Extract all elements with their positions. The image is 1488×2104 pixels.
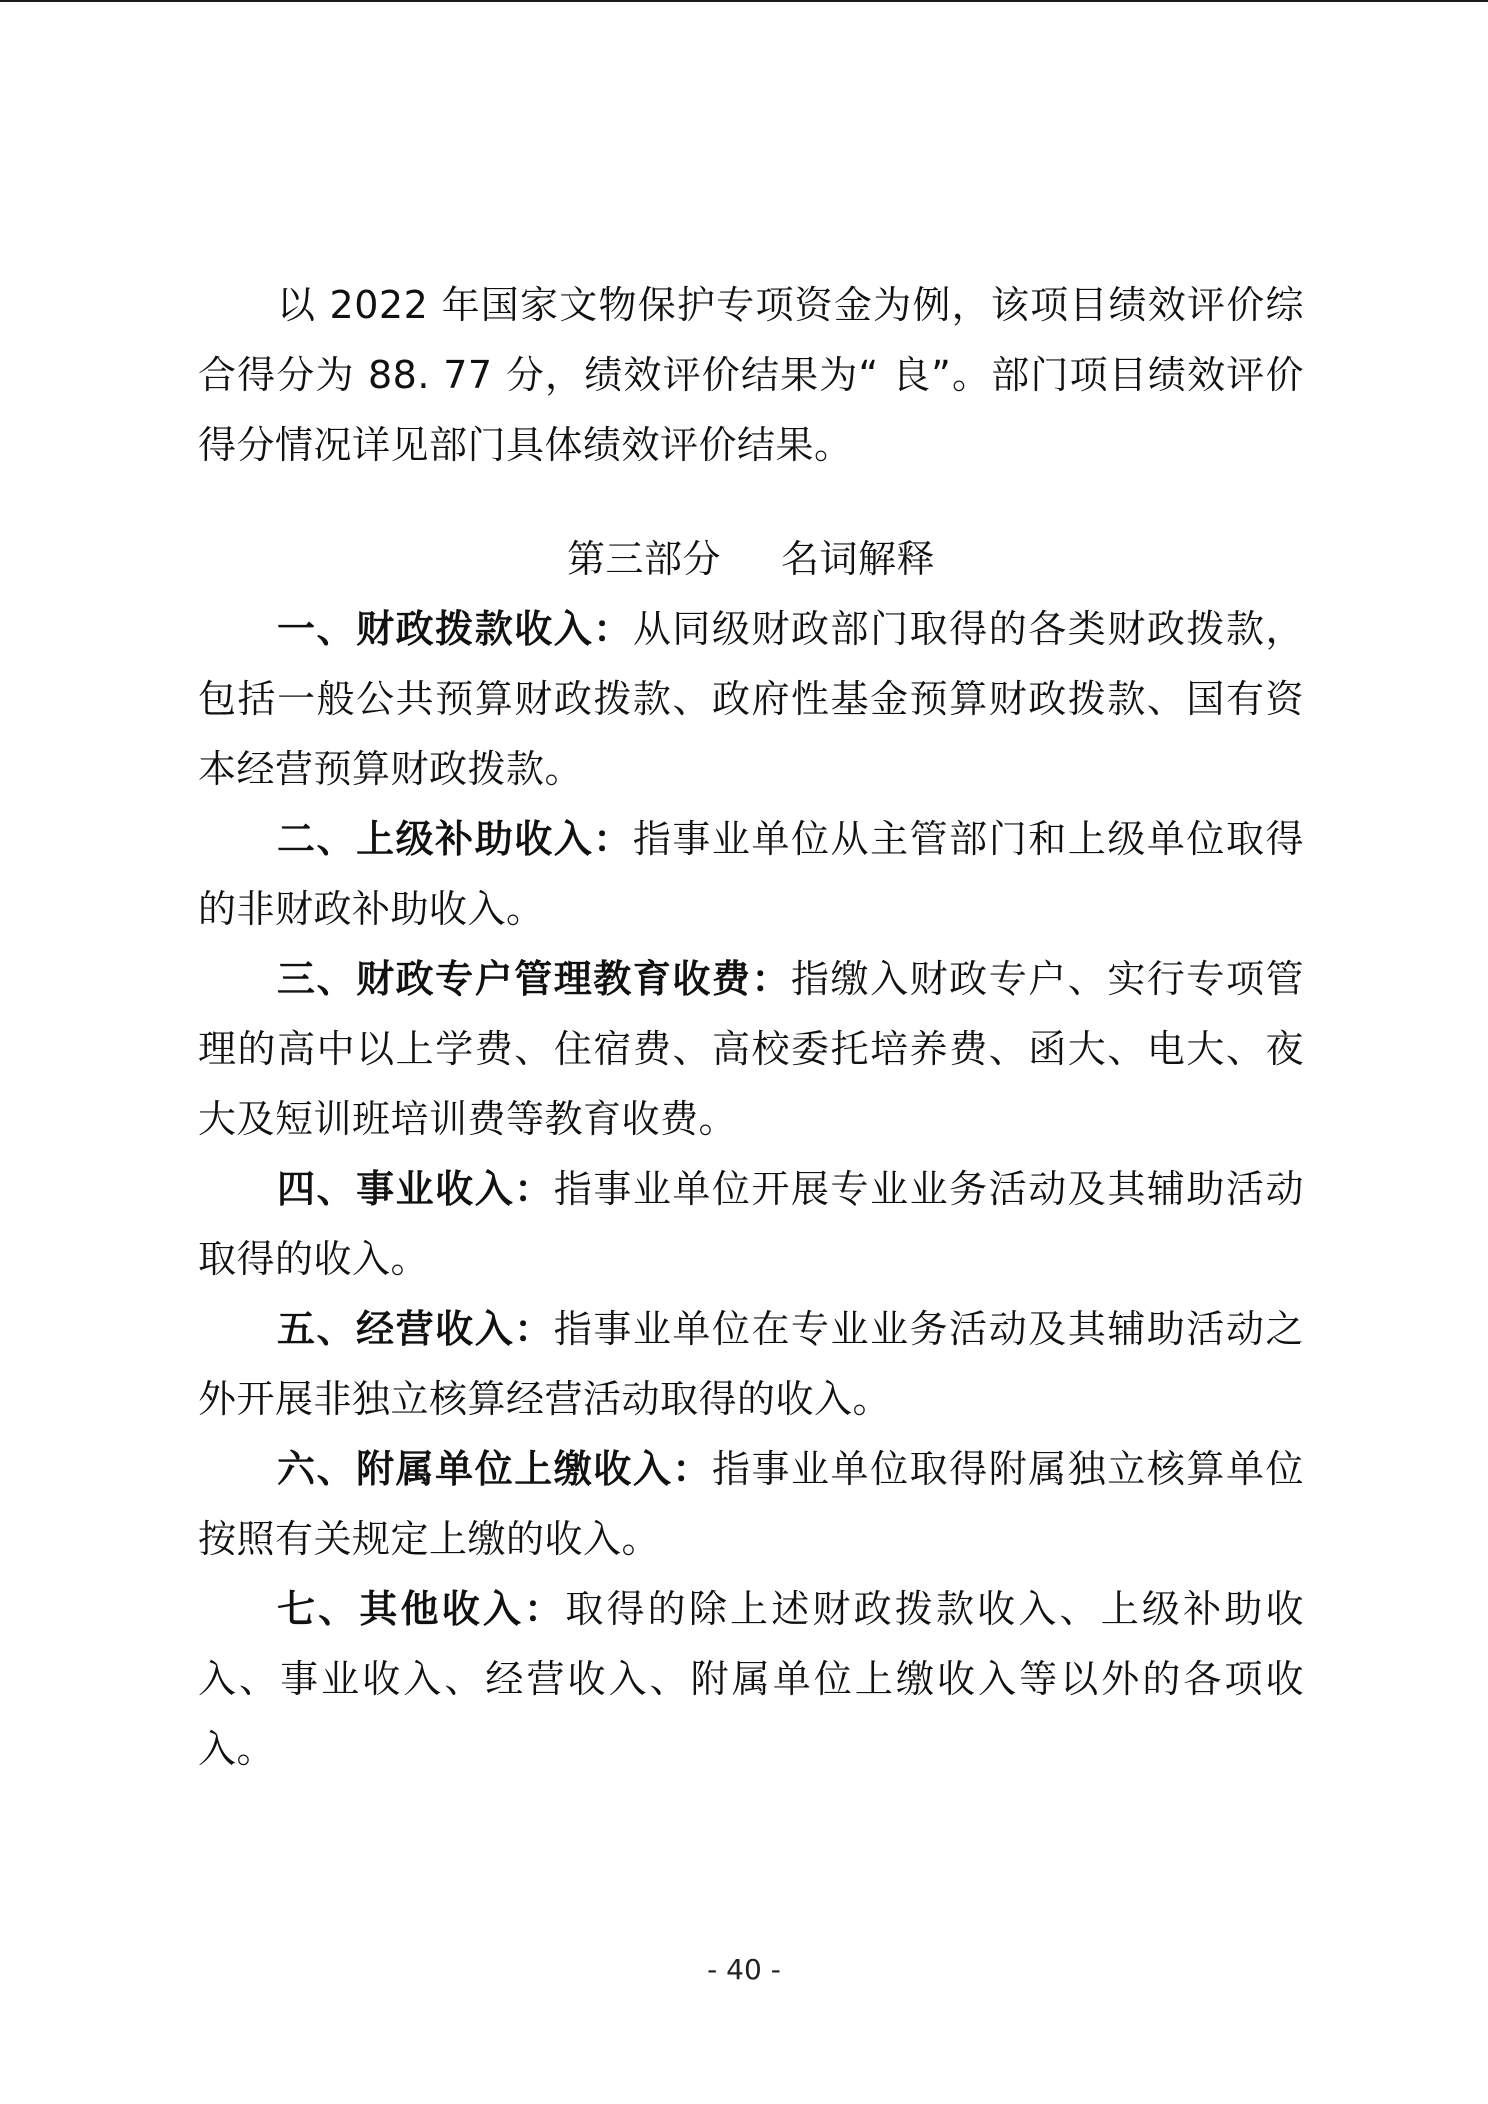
definition-term: 七、其他收入： bbox=[277, 1587, 566, 1631]
definition-item bbox=[198, 804, 1304, 944]
section-title-label: 名词解释 bbox=[781, 537, 936, 581]
definition-text: 指事业单位取得附属独立核算单位按照有关规定上缴的收入。 bbox=[198, 1447, 1304, 1561]
definition-item bbox=[198, 1434, 1304, 1574]
intro-paragraph: 以 2022 年国家文物保护专项资金为例，该项目绩效评价综合得分为 88. 77 分，绩效评价结果为“ 良”。部门项目绩效评价得分情况详见部门具体绩效评价结果。 bbox=[198, 283, 1304, 467]
definition-term: 一、财政拨款收入： bbox=[277, 607, 633, 651]
definition-term: 六、附属单位上缴收入： bbox=[277, 1447, 712, 1491]
definition-text: 指缴入财政专户、实行专项管理的高中以上学费、住宿费、高校委托培养费、函大、电大、夜大及短训班培训费等教育收费。 bbox=[198, 957, 1304, 1141]
definition-item bbox=[198, 1154, 1304, 1294]
definition-text: 指事业单位从主管部门和上级单位取得的非财政补助收入。 bbox=[198, 817, 1304, 931]
page-top-border bbox=[0, 0, 1488, 2]
definition-text: 指事业单位开展专业业务活动及其辅助活动取得的收入。 bbox=[198, 1167, 1304, 1281]
page-number: - 40 - bbox=[707, 1953, 781, 1986]
document-page bbox=[198, 270, 1304, 1784]
definition-item bbox=[198, 1574, 1304, 1784]
definition-text: 指事业单位在专业业务活动及其辅助活动之外开展非独立核算经营活动取得的收入。 bbox=[198, 1307, 1304, 1421]
definition-item bbox=[198, 944, 1304, 1154]
section-heading bbox=[198, 524, 1304, 594]
definition-text: 取得的除上述财政拨款收入、上级补助收入、事业收入、经营收入、附属单位上缴收入等以外的各项收入。 bbox=[198, 1587, 1304, 1771]
section-part-label: 第三部分 bbox=[566, 537, 721, 581]
definition-term: 二、上级补助收入： bbox=[277, 817, 633, 861]
definition-term: 四、事业收入： bbox=[277, 1167, 554, 1211]
definition-text: 从同级财政部门取得的各类财政拨款，包括一般公共预算财政拨款、政府性基金预算财政拨款、国有资本经营预算财政拨款。 bbox=[198, 607, 1304, 791]
definition-item bbox=[198, 594, 1304, 804]
definition-item bbox=[198, 1294, 1304, 1434]
definition-term: 五、经营收入： bbox=[277, 1307, 554, 1351]
definition-term: 三、财政专户管理教育收费： bbox=[277, 957, 792, 1001]
